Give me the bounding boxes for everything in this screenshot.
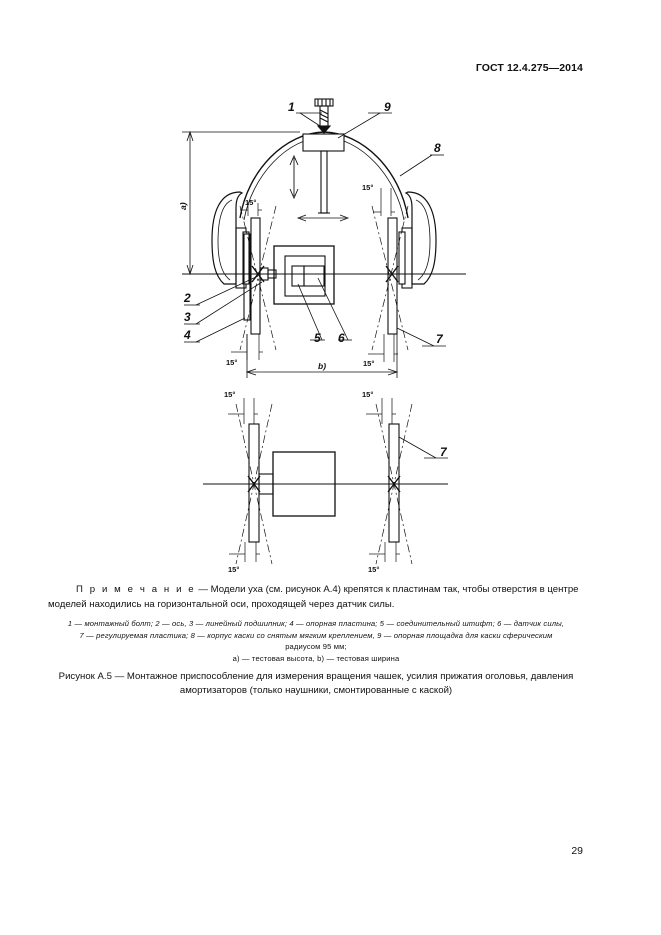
dimension-a-label: a) (178, 202, 188, 210)
figure-legend (48, 618, 584, 664)
callout-3: 3 (184, 310, 191, 324)
angle-label: 15° (362, 390, 374, 399)
figure-note (48, 582, 584, 612)
callout-5: 5 (314, 331, 321, 345)
mounting-bolt (315, 99, 333, 133)
bottom-figure (203, 398, 448, 564)
helmet-support-pad (303, 134, 344, 151)
callout-1: 1 (288, 100, 295, 114)
dimension-b-label: b) (318, 361, 327, 371)
callout-8: 8 (434, 141, 441, 155)
document-header: ГОСТ 12.4.275—2014 (475, 62, 583, 74)
adjustable-plate-right (388, 218, 397, 334)
callout-7-bottom: 7 (440, 445, 447, 459)
angle-label: 15° (245, 198, 257, 207)
legend-line: 7 — регулируемая пластика; 8 — корпус каски со снятым мягким креплением, 9 — опорная площадка для каски сферическим (79, 630, 553, 640)
angle-label: 15° (224, 390, 236, 399)
top-figure (182, 99, 466, 378)
angle-label: 15° (363, 359, 375, 368)
note-text: — Модели уха (см. рисунок А.4) крепятся к пластинам так, чтобы отверстия в центре моделей находились на горизонтальной оси, проходящей через датчик силы. (48, 584, 579, 610)
page-number: 29 (571, 845, 583, 857)
legend-line: 1 — монтажный болт; 2 — ось, 3 — линейный подшипник; 4 — опорная пластина; 5 — соединительный штифт; 6 — датчик силы, (67, 619, 565, 628)
callout-2: 2 (184, 291, 191, 305)
callout-7: 7 (436, 332, 443, 346)
angle-label: 15° (362, 183, 374, 192)
callout-6: 6 (338, 331, 345, 345)
angle-label: 15° (228, 565, 240, 574)
axis-rod (321, 151, 327, 213)
callout-4: 4 (184, 328, 191, 342)
note-prefix: П р и м е ч а н и е (76, 584, 196, 595)
angle-label: 15° (226, 358, 238, 367)
legend-line: радиусом 95 мм; (285, 642, 347, 651)
angle-label: 15° (368, 565, 380, 574)
figure-caption: Рисунок А.5 — Монтажное приспособление для измерения вращения чашек, усилия прижатия оголовья, давления амортизаторов (только наушники, смонтированные с каской) (58, 671, 574, 696)
legend-line: a) — тестовая высота, b) — тестовая ширина (232, 653, 400, 663)
callout-9: 9 (384, 100, 391, 114)
